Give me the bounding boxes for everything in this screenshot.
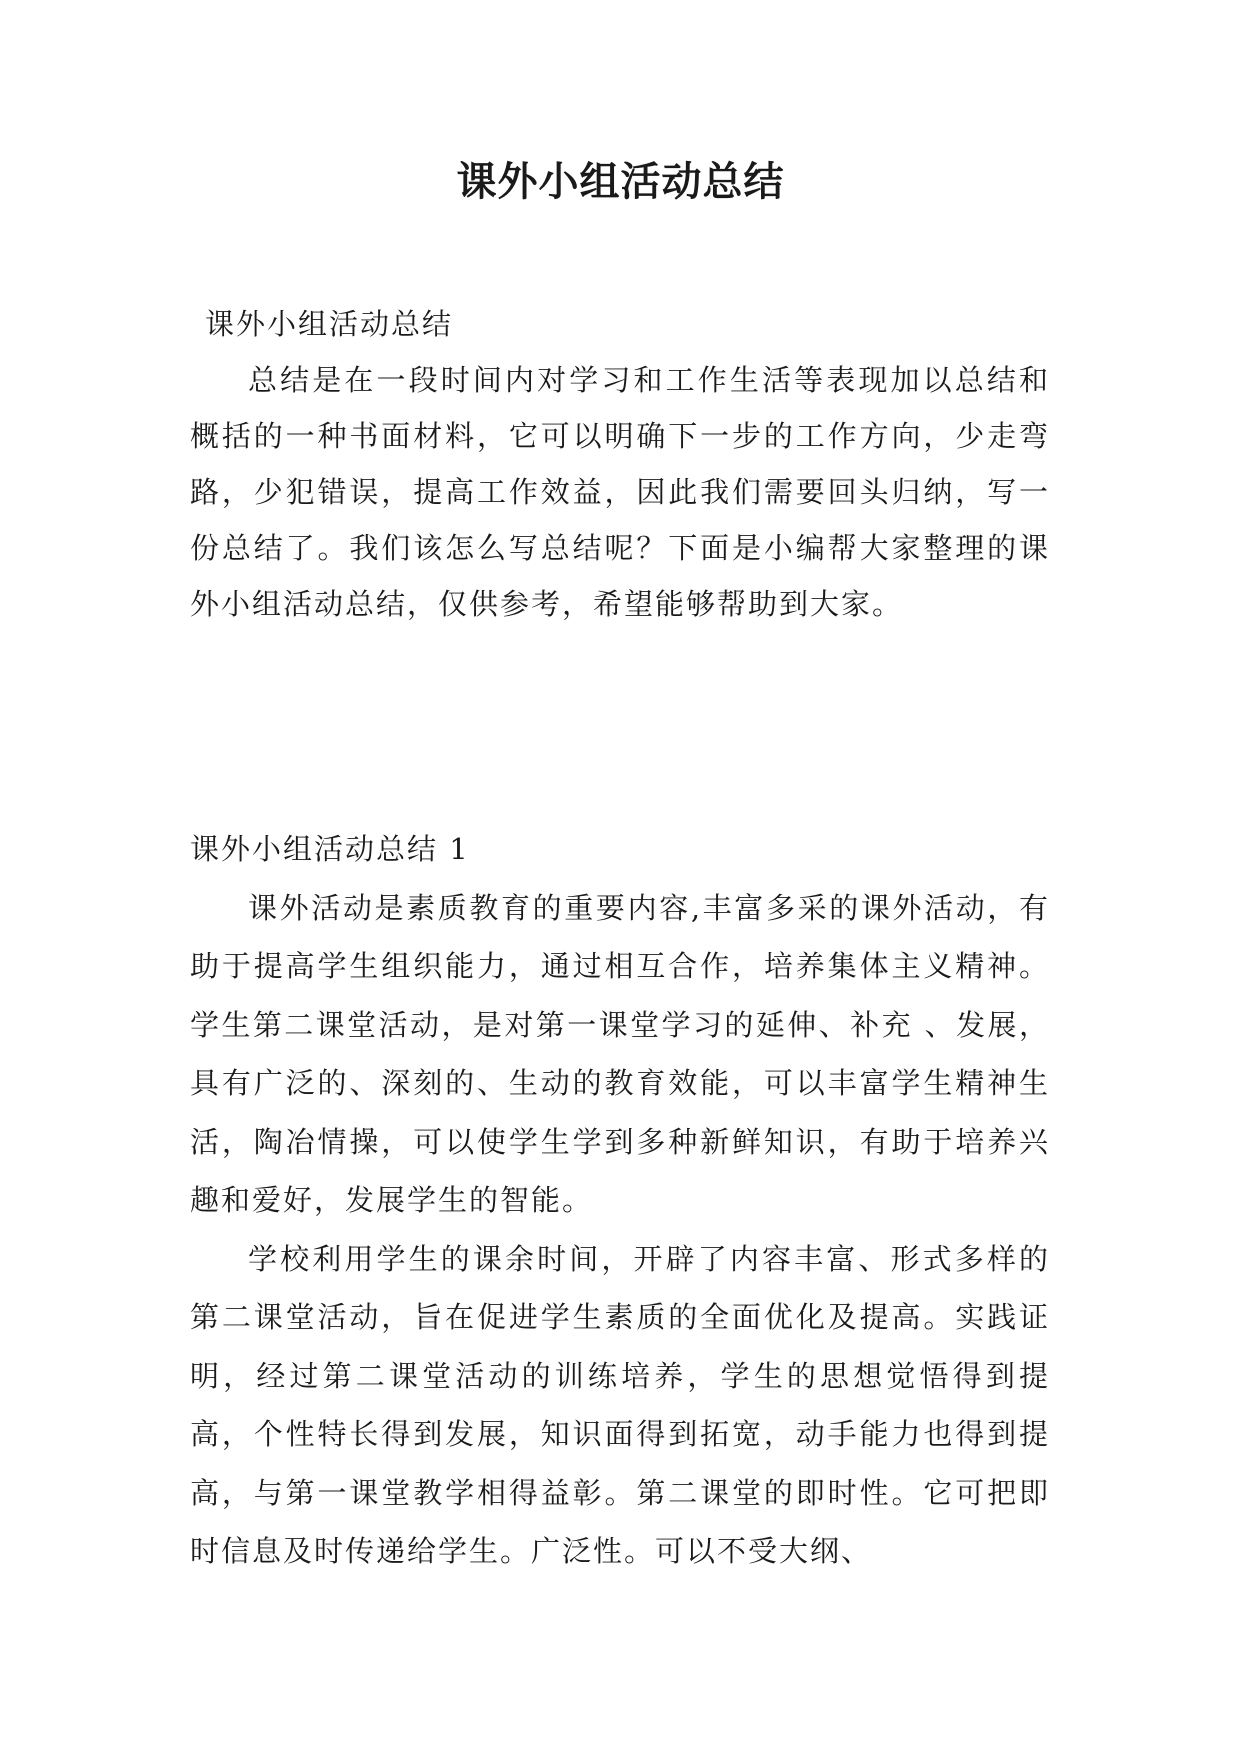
intro-heading: 课外小组活动总结	[205, 307, 454, 341]
intro-paragraph: 总结是在一段时间内对学习和工作生活等表现加以总结和概括的一种书面材料，它可以明确下一步的工作方向，少走弯路，少犯错误，提高工作效益，因此我们需要回头归纳，写一份总结了。我们该怎么写总结呢？下面是小编帮大家整理的课外小组活动总结，仅供参考，希望能够帮助到大家。	[190, 363, 1050, 621]
section-1-paragraph-1: 课外活动是素质教育的重要内容,丰富多采的课外活动，有助于提高学生组织能力，通过相互合作，培养集体主义精神。学生第二课堂活动，是对第一课堂学习的延伸、补充 、发展，具有广泛的、深刻的、生动的教育效能，可以丰富学生精神生活，陶冶情操，可以使学生学到多种新鲜知识，有助于培养兴趣和爱好，发展学生的智能。	[190, 890, 1050, 1217]
section-1	[190, 820, 1050, 1581]
intro-section	[190, 296, 1050, 632]
page-title: 课外小组活动总结	[456, 158, 785, 205]
section-1-heading: 课外小组活动总结 1	[190, 832, 470, 866]
section-1-paragraph-2: 学校利用学生的课余时间，开辟了内容丰富、形式多样的第二课堂活动，旨在促进学生素质的全面优化及提高。实践证明，经过第二课堂活动的训练培养，学生的思想觉悟得到提高，个性特长得到发展，知识面得到拓宽，动手能力也得到提高，与第一课堂教学相得益彰。第二课堂的即时性。它可把即时信息及时传递给学生。广泛性。可以不受大纲、	[190, 1241, 1050, 1568]
